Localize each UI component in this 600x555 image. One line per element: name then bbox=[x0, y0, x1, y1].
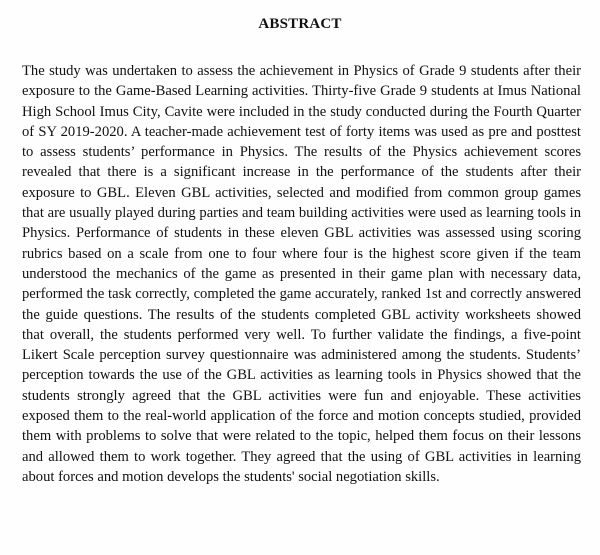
abstract-title: ABSTRACT bbox=[258, 16, 342, 32]
abstract-body: The study was undertaken to assess the achievement in Physics of Grade 9 students after their exposure to the Game-Based Learning activities. Thirty-five Grade 9 students at Imus National High School Imus City, Cavite were included in the study conducted during the Fourth Quarter of SY 2019-2020. A teacher-made achievement test of forty items was used as pre and posttest to assess students’ performance in Physics. The results of the Physics achievement scores revealed that there is a significant increase in the performance of the students after their exposure to GBL. Eleven GBL activities, selected and modified from common group games that are usually played during parties and team building activities were used as learning tools in Physics. Performance of students in these eleven GBL activities was assessed using scoring rubrics based on a scale from one to four where four is the highest score given if the team understood the mechanics of the game as presented in their game plan with necessary data, performed the task correctly, completed the game accurately, ranked 1st and correctly answered the guide questions. The results of the students completed GBL activity worksheets showed that overall, the students performed very well. To further validate the findings, a five-point Likert Scale perception survey questionnaire was administered among the students. Students’ perception towards the use of the GBL activities as learning tools in Physics showed that the students strongly agreed that the GBL activities were fun and enjoyable. These activities exposed them to the real-world application of the force and motion concepts studied, provided them with problems to solve that were related to the topic, helped them focus on their lessons and allowed them to work together. They agreed that the using of GBL activities in learning about forces and motion develops the students' social negotiation skills. bbox=[22, 63, 581, 485]
